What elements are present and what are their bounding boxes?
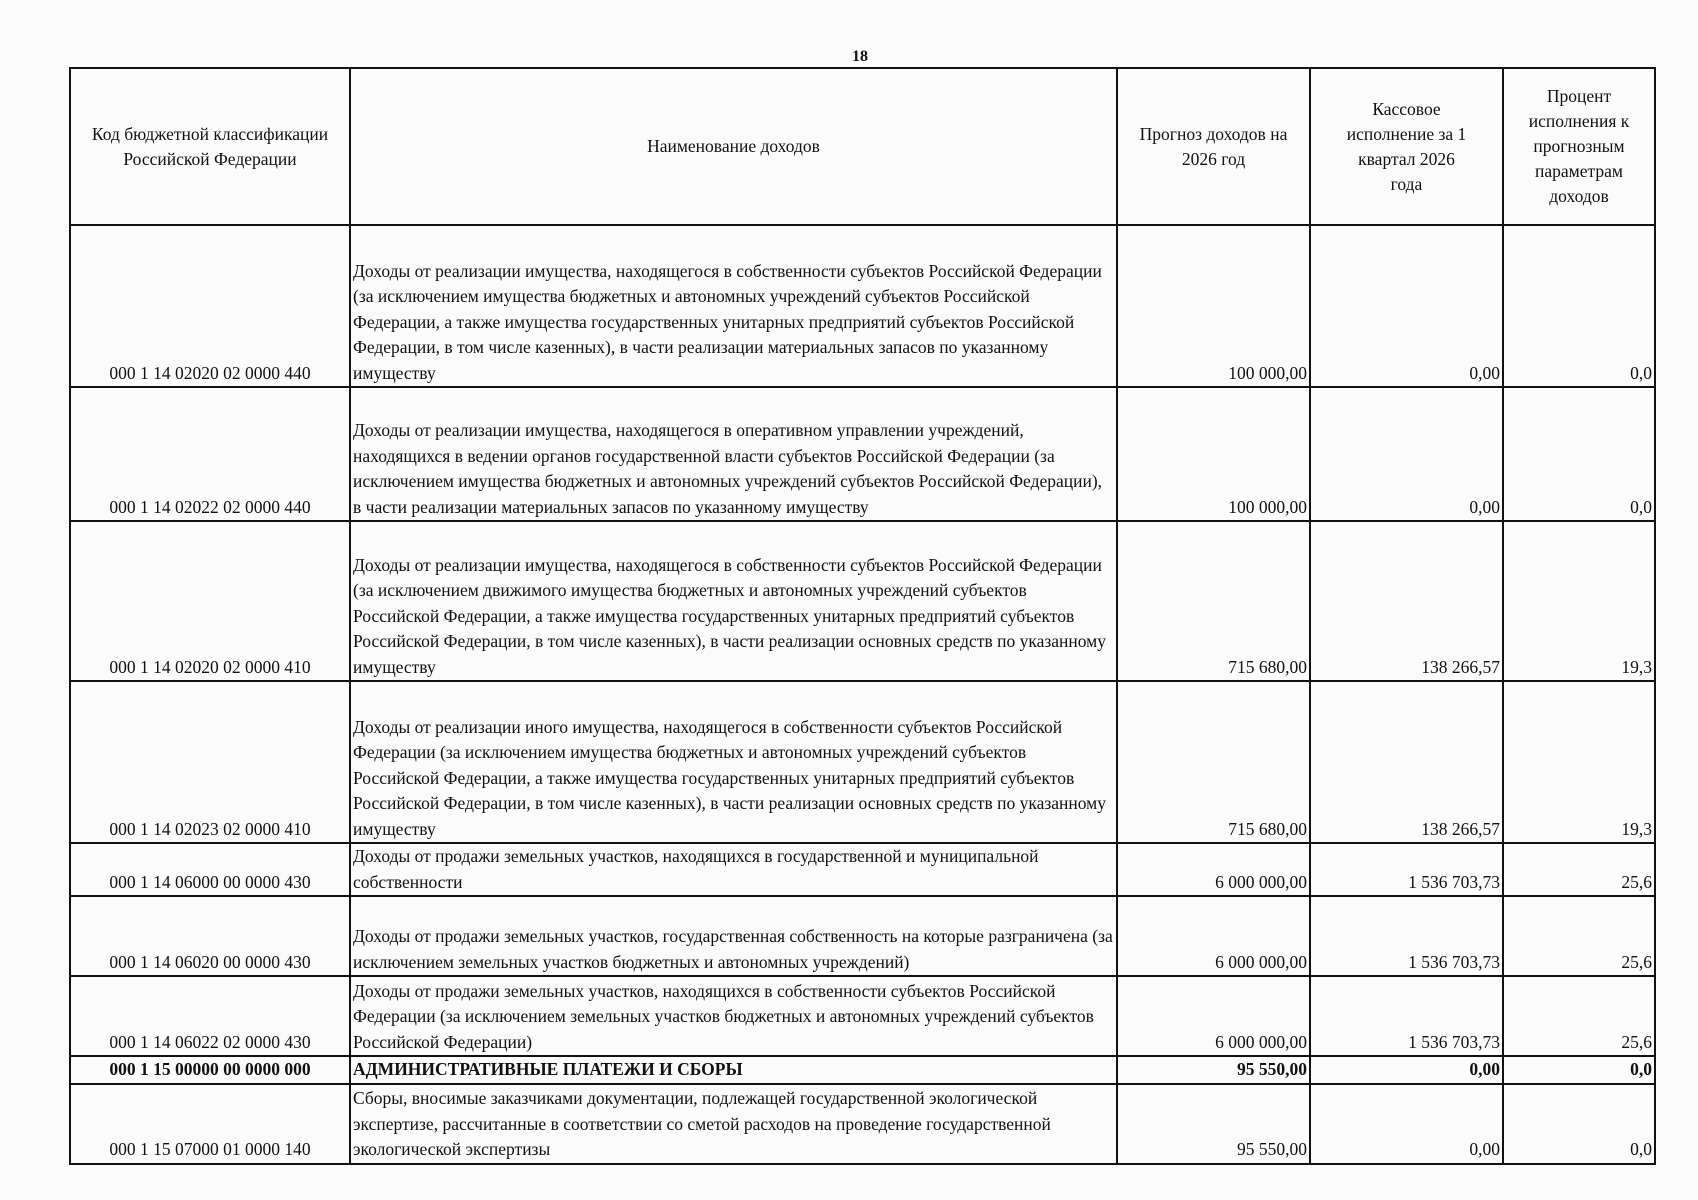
table-row	[70, 387, 1655, 521]
row-percent: 25,6	[1503, 843, 1655, 896]
row-percent: 25,6	[1503, 896, 1655, 976]
row-name: Доходы от продажи земельных участков, находящихся в государственной и муниципальной собственности	[350, 843, 1117, 896]
table-row	[70, 681, 1655, 843]
row-name: Доходы от продажи земельных участков, находящихся в собственности субъектов Российской Федерации (за исключением земельных участков бюджетных и автономных учреждений субъектов Российской Федерации)	[350, 976, 1117, 1056]
row-code: 000 1 15 07000 01 0000 140	[70, 1084, 350, 1164]
row-percent: 19,3	[1503, 681, 1655, 843]
row-name: Доходы от реализации иного имущества, находящегося в собственности субъектов Российской Федерации (за исключением имущества бюджетных и автономных учреждений субъектов Российской Федерации, а также имущества государственных унитарных предприятий субъектов Российской Федерации, в том числе казенных), в части реализации основных средств по указанному имуществу	[350, 681, 1117, 843]
row-forecast: 6 000 000,00	[1117, 896, 1310, 976]
table-row	[70, 1084, 1655, 1164]
row-executed: 1 536 703,73	[1310, 843, 1503, 896]
row-code: 000 1 14 02020 02 0000 410	[70, 521, 350, 681]
row-code: 000 1 14 02023 02 0000 410	[70, 681, 350, 843]
table-row	[70, 976, 1655, 1056]
header-name: Наименование доходов	[350, 68, 1117, 225]
row-executed: 0,00	[1310, 225, 1503, 387]
header-executed: Кассовое исполнение за 1 квартал 2026 года	[1310, 68, 1503, 225]
row-code: 000 1 14 02020 02 0000 440	[70, 225, 350, 387]
table-row	[70, 896, 1655, 976]
page-number: 18	[852, 48, 868, 65]
row-executed: 0,00	[1310, 1056, 1503, 1084]
table-row	[70, 843, 1655, 896]
row-forecast: 715 680,00	[1117, 681, 1310, 843]
row-percent: 0,0	[1503, 1084, 1655, 1164]
row-executed: 138 266,57	[1310, 681, 1503, 843]
row-percent: 0,0	[1503, 225, 1655, 387]
row-name: Доходы от реализации имущества, находящегося в оперативном управлении учреждений, находящихся в ведении органов государственной власти субъектов Российской Федерации (за исключением имущества бюджетных и автономных учреждений субъектов Российской Федерации), в части реализации материальных запасов по указанному имуществу	[350, 387, 1117, 521]
row-executed: 0,00	[1310, 1084, 1503, 1164]
header-percent: Процент исполнения к прогнозным параметрам доходов	[1503, 68, 1655, 225]
row-name: Доходы от реализации имущества, находящегося в собственности субъектов Российской Федерации (за исключением движимого имущества бюджетных и автономных учреждений субъектов Российской Федерации, а также имущества государственных унитарных предприятий субъектов Российской Федерации, в том числе казенных), в части реализации основных средств по указанному имуществу	[350, 521, 1117, 681]
row-name: Доходы от продажи земельных участков, государственная собственность на которые разграничена (за исключением земельных участков бюджетных и автономных учреждений)	[350, 896, 1117, 976]
row-code: 000 1 14 06022 02 0000 430	[70, 976, 350, 1056]
row-forecast: 100 000,00	[1117, 387, 1310, 521]
table-header-row	[70, 68, 1655, 225]
row-forecast: 100 000,00	[1117, 225, 1310, 387]
header-forecast: Прогноз доходов на 2026 год	[1117, 68, 1310, 225]
row-percent: 0,0	[1503, 1056, 1655, 1084]
row-forecast: 95 550,00	[1117, 1056, 1310, 1084]
revenue-table	[69, 67, 1656, 1165]
row-forecast: 95 550,00	[1117, 1084, 1310, 1164]
header-code: Код бюджетной классификации Российской Федерации	[70, 68, 350, 225]
row-executed: 0,00	[1310, 387, 1503, 521]
row-executed: 1 536 703,73	[1310, 896, 1503, 976]
row-name: АДМИНИСТРАТИВНЫЕ ПЛАТЕЖИ И СБОРЫ	[350, 1056, 1117, 1084]
row-executed: 1 536 703,73	[1310, 976, 1503, 1056]
row-code: 000 1 15 00000 00 0000 000	[70, 1056, 350, 1084]
row-percent: 25,6	[1503, 976, 1655, 1056]
row-percent: 19,3	[1503, 521, 1655, 681]
table-row	[70, 521, 1655, 681]
row-forecast: 6 000 000,00	[1117, 843, 1310, 896]
row-forecast: 715 680,00	[1117, 521, 1310, 681]
table-row	[70, 225, 1655, 387]
row-code: 000 1 14 06020 00 0000 430	[70, 896, 350, 976]
row-name: Сборы, вносимые заказчиками документации, подлежащей государственной экологической экспертизе, рассчитанные в соответствии со сметой расходов на проведение государственной экологической экспертизы	[350, 1084, 1117, 1164]
row-code: 000 1 14 06000 00 0000 430	[70, 843, 350, 896]
table-row-section	[70, 1056, 1655, 1084]
row-name: Доходы от реализации имущества, находящегося в собственности субъектов Российской Федерации (за исключением имущества бюджетных и автономных учреждений субъектов Российской Федерации, а также имущества государственных унитарных предприятий субъектов Российской Федерации, в том числе казенных), в части реализации материальных запасов по указанному имуществу	[350, 225, 1117, 387]
row-percent: 0,0	[1503, 387, 1655, 521]
row-code: 000 1 14 02022 02 0000 440	[70, 387, 350, 521]
row-forecast: 6 000 000,00	[1117, 976, 1310, 1056]
row-executed: 138 266,57	[1310, 521, 1503, 681]
